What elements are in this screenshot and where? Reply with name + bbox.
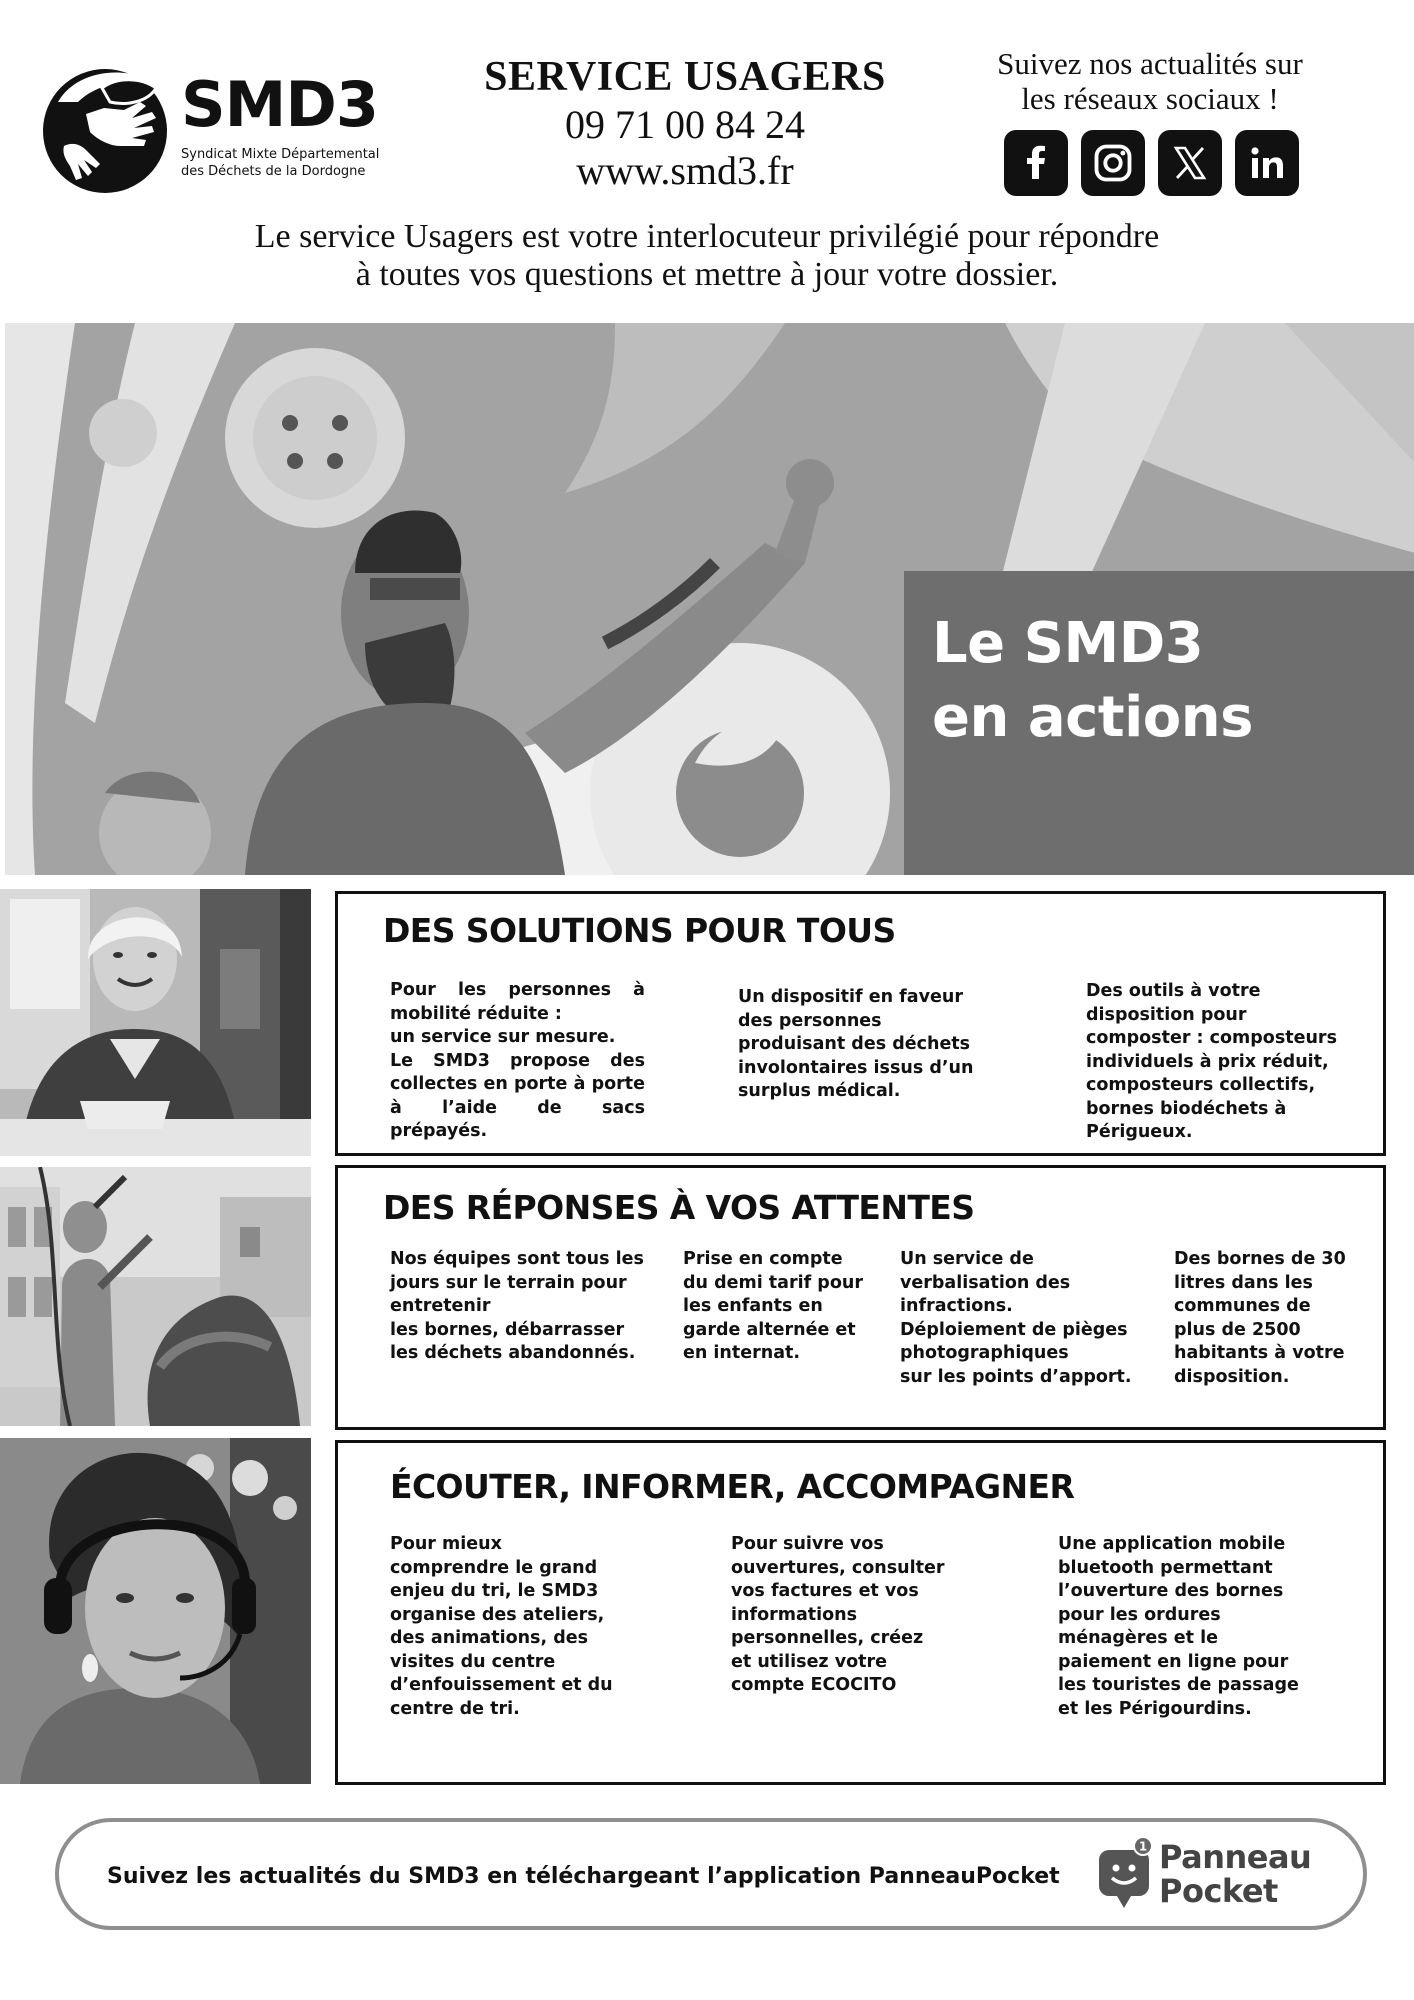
intro-text [40, 218, 1374, 294]
reponses-col-4: Des bornes de 30 litres dans les communes de plus de 2500 habitants à votre disposition. [1174, 1249, 1346, 1387]
panneaupocket-name-line-2: Pocket [1159, 1872, 1278, 1910]
footer-text: Suivez les actualités du SMD3 en téléchargeant l’application PanneauPocket [107, 1864, 1060, 1889]
service-usagers-block [430, 52, 940, 194]
footer-panneaupocket-banner[interactable] [55, 1818, 1367, 1930]
solutions-col-1-service: un service sur mesure. [390, 1027, 616, 1047]
hero-title-line-2: en actions [932, 685, 1253, 750]
reponses-col-1: Nos équipes sont tous les jours sur le terrain pour entretenir les bornes, débarrasser les déchets abandonnés. [390, 1249, 644, 1363]
panneaupocket-icon [1097, 1836, 1153, 1910]
intro-line-1: Le service Usagers est votre interlocuteur privilégié pour répondre [254, 218, 1160, 255]
reponses-col-2: Prise en compte du demi tarif pour les enfants en garde alternée et en internat. [683, 1249, 863, 1363]
section-solutions [335, 891, 1386, 1156]
smd3-logo [38, 62, 398, 202]
logo-subtitle [181, 146, 379, 180]
social-icons [962, 130, 1340, 196]
instagram-icon[interactable] [1081, 130, 1145, 196]
smd3-hands-leaf-icon [38, 62, 172, 196]
service-website[interactable]: www.smd3.fr [576, 148, 794, 193]
section-ecouter-title: ÉCOUTER, INFORMER, ACCOMPAGNER [390, 1467, 1075, 1506]
service-title: SERVICE USAGERS [484, 54, 886, 100]
solutions-col-1-body: Le SMD3 propose des collectes en porte à porte à l’aide de sacs prépayés. [390, 1050, 645, 1141]
hero-title [932, 607, 1253, 755]
social-text-line-2: les réseaux sociaux ! [1021, 81, 1279, 116]
x-icon[interactable] [1158, 130, 1222, 196]
ecouter-col-2: Pour suivre vos ouvertures, consulter vos factures et vos informations personnelles, créez et utilisez votre compte ECOCITO [731, 1534, 945, 1695]
solutions-col-3: Des outils à votre disposition pour composter : composteurs individuels à prix réduit, composteurs collectifs, bornes biodéchets à Périgueux. [1086, 981, 1337, 1142]
solutions-col-1-intro: Pour les personnes à mobilité réduite : [390, 980, 645, 1024]
hero-title-line-1: Le SMD3 [932, 611, 1204, 676]
logo-subtitle-line-1: Syndicat Mixte Départemental [181, 147, 380, 162]
logo-name: SMD3 [181, 68, 378, 141]
photo-senior-woman [0, 889, 311, 1156]
section-solutions-title: DES SOLUTIONS POUR TOUS [383, 911, 896, 950]
service-phone[interactable]: 09 71 00 84 24 [565, 102, 805, 147]
panneaupocket-badge: 1 [1138, 1839, 1148, 1854]
ecouter-col-3: Une application mobile bluetooth permettant l’ouverture des bornes pour les ordures ménagères et le paiement en ligne pour les touristes de passage et les Périgourdins. [1058, 1534, 1299, 1719]
section-ecouter [335, 1440, 1386, 1785]
solutions-col-1 [390, 979, 645, 1144]
facebook-icon[interactable] [1004, 130, 1068, 196]
logo-subtitle-line-2: des Déchets de la Dordogne [181, 164, 366, 179]
panneaupocket-name [1159, 1840, 1311, 1908]
hero-banner [5, 323, 1414, 875]
solutions-col-2: Un dispositif en faveur des personnes produisant des déchets involontaires issus d’un surplus médical. [738, 987, 974, 1101]
section-reponses [335, 1165, 1386, 1430]
photo-cleaning-agent [0, 1167, 311, 1426]
hero-title-box [904, 571, 1414, 875]
photo-call-center-woman [0, 1438, 311, 1784]
ecouter-col-1: Pour mieux comprendre le grand enjeu du tri, le SMD3 organise des ateliers, des animations, des visites du centre d’enfouissement et du centre de tri. [390, 1534, 613, 1719]
social-text-line-1: Suivez nos actualités sur [997, 46, 1303, 81]
panneaupocket-name-line-1: Panneau [1159, 1838, 1312, 1876]
intro-line-2: à toutes vos questions et mettre à jour votre dossier. [355, 256, 1059, 293]
section-reponses-title: DES RÉPONSES À VOS ATTENTES [383, 1188, 975, 1227]
social-block [960, 46, 1340, 196]
linkedin-icon[interactable] [1235, 130, 1299, 196]
reponses-col-3: Un service de verbalisation des infractions. Déploiement de pièges photographiques sur les points d’apport. [900, 1249, 1132, 1387]
